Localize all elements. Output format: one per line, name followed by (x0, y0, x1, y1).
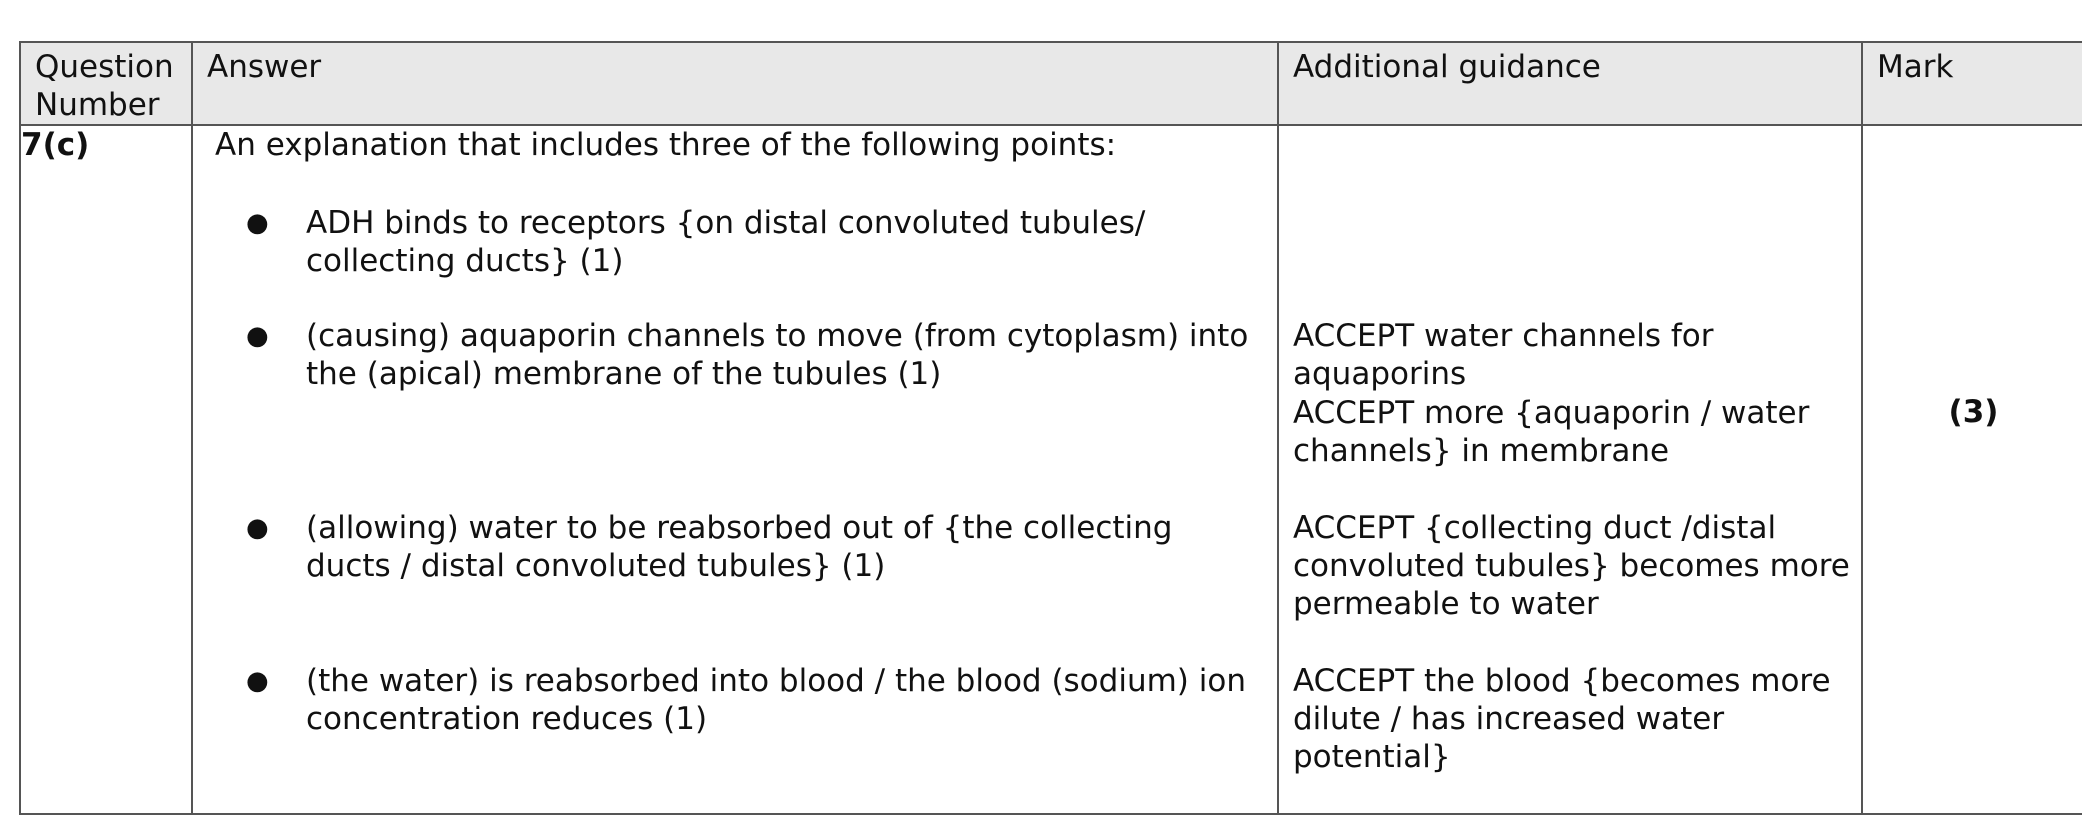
guidance-cell (1278, 125, 1862, 814)
table-row (20, 125, 2082, 814)
answer-cell (192, 125, 1278, 814)
bullet-icon: ● (246, 321, 269, 351)
guidance-note: ACCEPT the blood {becomes more dilute / has increased water potential} (1293, 663, 1831, 775)
header-additional-guidance (1278, 42, 1862, 125)
header-mark (1862, 42, 2082, 125)
header-answer-label: Answer (207, 49, 322, 85)
header-question-number (20, 42, 192, 125)
bullet-icon: ● (246, 513, 269, 543)
guidance-note: ACCEPT water channels for aquaporins (1293, 318, 1714, 392)
header-answer (192, 42, 1278, 125)
question-number: 7(c) (21, 127, 90, 163)
answer-point-text: ADH binds to receptors {on distal convoluted tubules/ collecting ducts} (1) (306, 205, 1146, 279)
guidance-note: ACCEPT {collecting duct /distal convoluted tubules} becomes more permeable to water (1293, 510, 1850, 622)
header-question-number-label: Question Number (35, 49, 174, 123)
answer-point-text: (allowing) water to be reabsorbed out of {the collecting ducts / distal convoluted tubules} (1) (306, 510, 1173, 584)
question-number-cell (20, 125, 192, 814)
answer-point-text: (causing) aquaporin channels to move (from cytoplasm) into the (apical) membrane of the tubules (1) (306, 318, 1249, 392)
guidance-note: ACCEPT more {aquaporin / water channels} in membrane (1293, 395, 1810, 469)
mark-scheme-table (19, 41, 2082, 815)
header-row (20, 42, 2082, 125)
answer-point-text: (the water) is reabsorbed into blood / the blood (sodium) ion concentration reduces (1) (306, 663, 1246, 737)
mark-value: (3) (1948, 394, 1999, 430)
bullet-icon: ● (246, 208, 269, 238)
mark-cell (1862, 125, 2082, 814)
answer-intro: An explanation that includes three of the following points: (215, 127, 1117, 163)
header-guidance-label: Additional guidance (1293, 49, 1601, 85)
header-mark-label: Mark (1877, 49, 1954, 85)
bullet-icon: ● (246, 666, 269, 696)
